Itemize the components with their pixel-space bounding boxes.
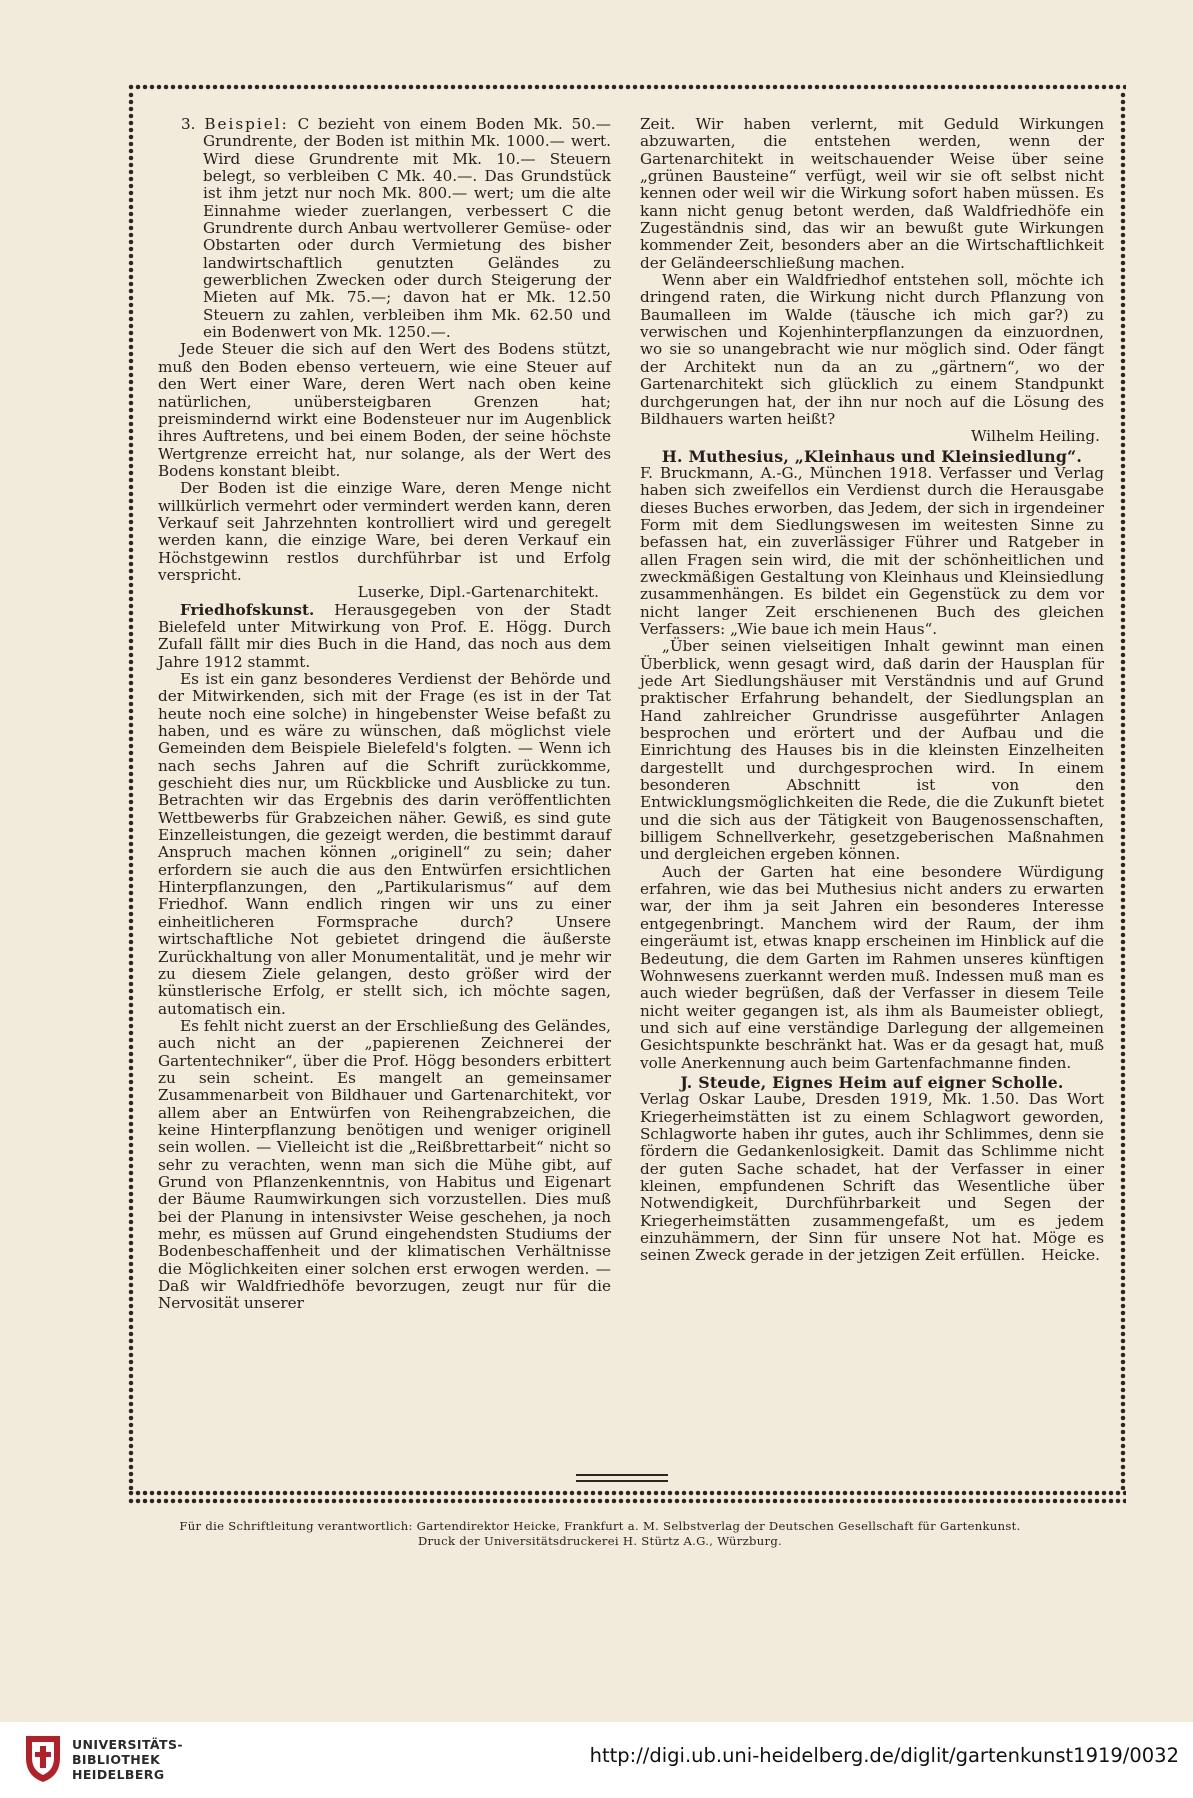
frame-top-border [128,84,1126,90]
frame-bottom-border-inner [128,1498,1126,1504]
steude-review-text: Verlag Oskar Laube, Dresden 1919, Mk. 1.50. Das Wort Kriegerheimstätten ist zu einem Schlagwort geworden, Schlagworte haben ihr gutes, auch ihr Schlimmes, denn sie fördern die Gedankenlosigkeit. Damit das Schlimme nicht der guten Sache schadet, hat der Verfasser in einer kleinen, empfundenen Schrift das Wesentliche über Notwendigkeit, Durchführbarkeit und Segen der Kriegerheimstätten zusammengefaßt, um es jedem einzuhämmern, der Sinn für unsere Not hat. Möge es seinen Zweck gerade in der jetzigen Zeit erfüllen. [640,1090,1104,1265]
left-paragraph-3: Es ist ein ganz besonderes Verdienst der Behörde und der Mitwirkenden, sich mit der Frage (es ist in der Tat heute noch eine solche) in hingebenster Weise befaßt zu haben, und es wäre zu wünschen, daß möglichst viele Gemeinden dem Beispiele Bielefeld's folgten. — Wenn ich nach sechs Jahren auf die Schrift zurückkomme, geschieht dies nur, um Rückblicke und Ausblicke zu tun. Betrachten wir das Ergebnis des darin veröffentlichten Wettbewerbs für Grabzeichen näher. Gewiß, es sind gute Einzelleistungen, die gezeigt werden, die bestimmt darauf Anspruch machen können „originell“ zu sein; daher erfordern sie auch die aus den Entwürfen ersichtlichen Hinterpflanzungen, den „Partikularismus“ auf dem Friedhof. Wann endlich ringen wir uns zu einer einheitlicheren Formsprache durch? Unsere wirtschaftliche Not gebietet dringend die äußerste Zurückhaltung von aller Monumentalität, und je mehr wir zu diesem Ziele gelangen, desto größer wird der künstlerische Erfolg, er stellt sich, ich möchte sagen, automatisch ein. [158,670,611,1018]
friedhofskunst-intro [158,602,611,671]
friedhofskunst-heading: Friedhofskunst. [180,600,315,619]
muthesius-heading: H. Muthesius, „Kleinhaus und Kleinsiedlung“. [661,446,1083,466]
friedhofskunst-text: Herausgegeben von der Stadt Bielefeld unter Mitwirkung von Prof. E. Högg. Durch Zufall fällt mir dies Buch in die Hand, das noch aus dem Jahre 1912 stammt. [158,600,611,671]
right-paragraph-5: Auch der Garten hat eine besondere Würdigung erfahren, wie das bei Muthesius nicht anders zu erwarten war, der ihm ja seit Jahren ein besonderes Interesse entgegenbringt. Manchem wird der Raum, der ihm eingeräumt ist, etwas knapp erscheinen im Hinblick auf die Bedeutung, die dem Garten im Rahmen unseres künftigen Wohnwesens zuerkannt werden muß. Indessen muß man es auch wieder begrüßen, daß der Verfasser in diesem Teile nicht weiter gegangen ist, als ihm als Baumeister obliegt, und sich auf eine verständige Darlegung der allgemeinen Gesichtspunkte beschränkt hat. Was er da gesagt hat, muß volle Anerkennung auch beim Gartenfachmanne finden. [640,862,1104,1072]
example-label: Beispiel: [204,115,289,133]
library-name-line-2: BIBLIOTHEK [72,1752,161,1767]
library-name-line-3: HEIDELBERG [72,1767,165,1782]
steude-heading: J. Steude, Eignes Heim auf eigner Scholle. [680,1072,1064,1092]
end-rule-top [576,1474,668,1476]
library-name-line-1: UNIVERSITÄTS- [72,1737,183,1752]
imprint-footer [120,1519,1080,1549]
right-paragraph-6 [640,1091,1104,1264]
right-paragraph-1: Zeit. Wir haben verlernt, mit Geduld Wirkungen abzuwarten, die entstehen werden, wenn der Gartenarchitekt in weitschauender Weise über seine „grünen Bausteine“ verfügt, weil wir sie oft selbst nicht kennen oder weil wir die Wirkung sofort haben müssen. Es kann nicht genug betont werden, daß Waldfriedhöfe ein Zugeständnis sind, das wir an bewußt gute Wirkungen kommender Zeit, besonders aber an die Wirtschaftlichkeit der Geländeerschließung machen. [640,115,1104,272]
frame-bottom-border [128,1490,1126,1496]
right-paragraph-4: „Über seinen vielseitigen Inhalt gewinnt man einen Überblick, wenn gesagt wird, daß darin der Hausplan für jede Art Siedlungshäuser mit Verständnis und auf Grund praktischer Erfahrung behandelt, der Siedlungsplan an Hand zahlreicher Grundrisse ausgeführter Anlagen besprochen und erörtert und der Aufbau und die Einrichtung des Hauses bis in die kleinsten Einzelheiten dargestellt und durchgesprochen wird. In einem besonderen Abschnitt ist von den Entwicklungsmöglichkeiten die Rede, die die Zukunft bietet und die sich aus der Tätigkeit von Baugenossenschaften, billigem Schnellverkehr, gesetzgeberischen Maßnahmen und dergleichen ergeben können. [640,637,1104,864]
library-name [72,1737,183,1782]
frame-left-border [128,92,134,1490]
frame-right-border [1120,92,1126,1490]
university-library-logo-icon [22,1732,64,1784]
end-rule-bottom [576,1480,668,1482]
left-paragraph-1: Jede Steuer die sich auf den Wert des Bodens stützt, muß den Boden ebenso verteuern, wie eine Steuer auf den Wert einer Ware, deren Wert nach oben keine natürlichen, unübersteigbaren Grenzen hat; preismindernd wirkt eine Bodensteuer nur im Augenblick ihres Auftretens, und bei einem Boden, der seine höchste Wertgrenze erreicht hat, nur solange, als der Wert des Bodens konstant bleibt. [158,340,611,480]
digital-copy-url[interactable]: http://digi.ub.uni-heidelberg.de/diglit/gartenkunst1919/0032 [589,1744,1179,1767]
right-paragraph-2: Wenn aber ein Waldfriedhof entstehen soll, möchte ich dringend raten, die Wirkung nicht durch Pflanzung von Baumalleen im Walde (täusche ich mich gar?) zu verwischen und Kojenhinterpflanzungen da einzuordnen, wo sie so unangebracht wie nur möglich sind. Oder fängt der Architekt nun da an zu „gärtnern“, wo der Gartenarchitekt sich glücklich zu einem Standpunkt durchgerungen hat, der ihn nur noch auf die Lösung des Bildhauers warten heißt? [640,271,1104,428]
left-column [158,116,611,1313]
example-text: C bezieht von einem Boden Mk. 50.— Grundrente, der Boden ist mithin Mk. 1000.— wert. Wird diese Grundrente mit Mk. 10.— Steuern belegt, so verbleiben C Mk. 40.—. Das Grundstück ist ihm jetzt nur noch Mk. 800.— wert; um die alte Einnahme wieder zuerlangen, verbessert C die Grundrente durch Anbau wertvollerer Gemüse- oder Obstarten oder durch Vermietung des bisher landwirtschaftlich genutzten Geländes zu gewerblichen Zwecken oder durch Steigerung der Mieten auf Mk. 75.—; davon hat er Mk. 12.50 Steuern zu zahlen, verbleiben ihm Mk. 62.50 und ein Bodenwert von Mk. 1250.—. [203,115,611,342]
signature-heiling: Wilhelm Heiling. [970,427,1100,446]
left-paragraph-4: Es fehlt nicht zuerst an der Erschließung des Geländes, auch nicht an der „papierenen Zeichnerei der Gartentechniker“, über die Prof. Högg besonders erbittert zu sein scheint. Es mangelt an gemeinsamer Zusammenarbeit von Bildhauer und Gartenarchitekt, vor allem aber an Entwürfen von Reihengrabzeichen, die keine Hinterpflanzung benötigen und weniger originell sein wollen. — Vielleicht ist die „Reißbrettarbeit“ nicht so sehr zu verachten, wenn man sich die Mühe gibt, auf Grund von Pflanzenkenntnis, von Habitus und Eigenart der Bäume Raumwirkungen sich vorzustellen. Dies muß bei der Planung in intensivster Weise geschehen, ja noch mehr, es müssen auf Grund eingehendsten Studiums der Bodenbeschaffenheit und der klimatischen Verhältnisse die Möglichkeiten einer solchen erst erwogen werden. — Daß wir Waldfriedhöfe bevorzugen, zeugt nur für die Nervosität unserer [158,1016,611,1313]
right-column [640,116,1104,1265]
signature-heicke: Heicke. [1041,1246,1100,1265]
imprint-line-2: Druck der Universitätsdruckerei H. Stürtz A.G., Würzburg. [417,1534,783,1548]
imprint-line-1: Für die Schriftleitung verantwortlich: Gartendirektor Heicke, Frankfurt a. M. Selbstverlag der Deutschen Gesellschaft für Gartenkunst. [179,1519,1021,1533]
right-paragraph-3: F. Bruckmann, A.-G., München 1918. Verfasser und Verlag haben sich zweifellos ein Verdienst durch die Herausgabe dieses Buches erworben, das Jedem, der sich in irgendeiner Form mit dem Siedlungswesen im weitesten Sinne zu befassen hat, ein zuverlässiger Führer und Ratgeber in allen Fragen sein wird, die mit der schönheitlichen und zweckmäßigen Gestaltung von Kleinhaus und Kleinsiedlung zusammenhängen. Es bildet ein Gegenstück zu dem vor nicht langer Zeit erschienenen Buch des gleichen Verfassers: „Wie baue ich mein Haus“. [640,463,1104,638]
signature-luserke: Luserke, Dipl.-Gartenarchitekt. [357,583,599,602]
left-paragraph-2: Der Boden ist die einzige Ware, deren Menge nicht willkürlich vermehrt oder vermindert werden kann, deren Verkauf seit Jahrzehnten kontrolliert wird und geregelt werden kann, die einzige Ware, bei deren Verkauf ein Höchstgewinn restlos durchführbar ist und Erfolg verspricht. [158,479,611,584]
example-paragraph: 3. Beispiel: C bezieht von einem Boden Mk. 50.— Grundrente, der Boden ist mithin Mk. 1000.— wert. Wird diese Grundrente mit Mk. 10.— Steuern belegt, so verbleiben C Mk. 40.—. Das Grundstück ist ihm jetzt nur noch Mk. 800.— wert; um die alte Einnahme wieder zuerlangen, verbessert C die Grundrente durch Anbau wertvollerer Gemüse- oder Obstarten oder durch Vermietung des bisher landwirtschaftlich genutzten Geländes zu gewerblichen Zwecken oder durch Steigerung der Mieten auf Mk. 75.—; davon hat er Mk. 12.50 Steuern zu zahlen, verbleiben ihm Mk. 62.50 und ein Bodenwert von Mk. 1250.—. [181,115,611,342]
